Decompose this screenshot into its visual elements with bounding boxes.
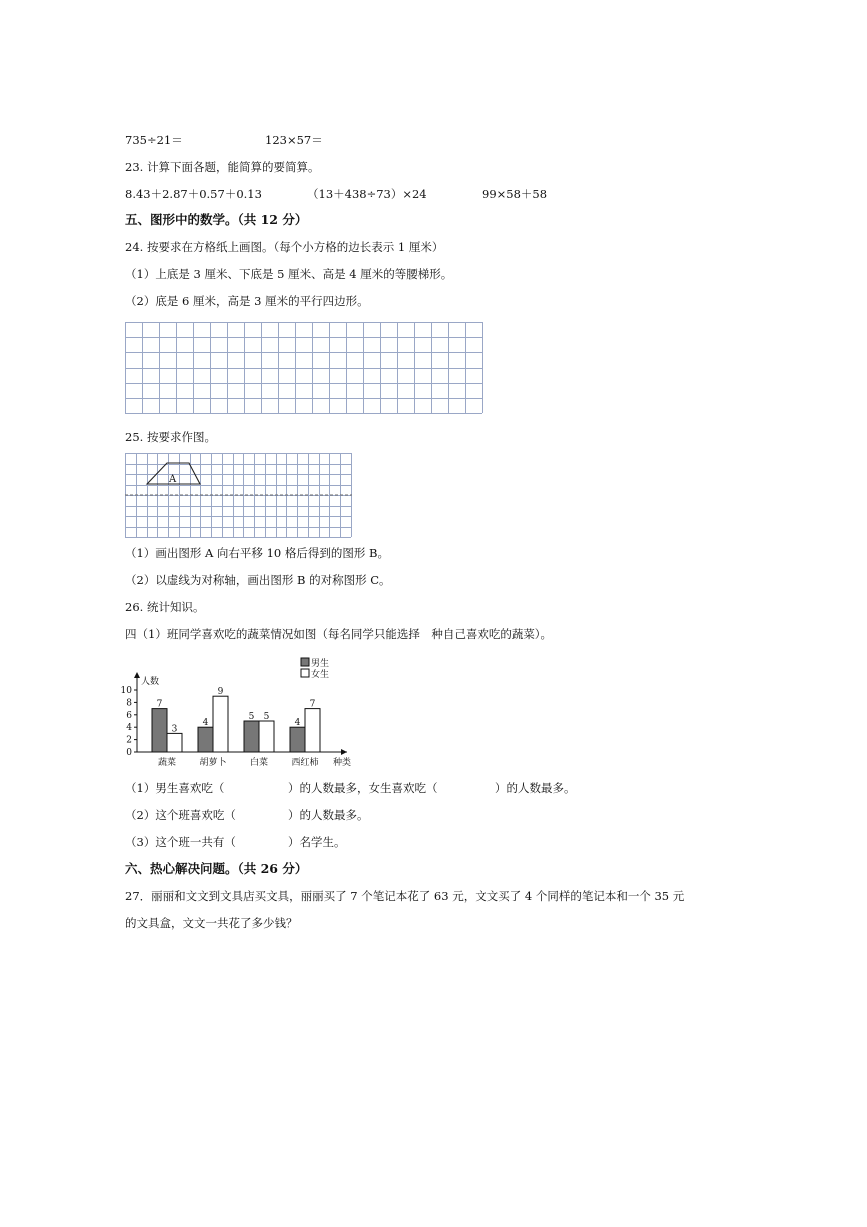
q25-grid-paper (125, 453, 352, 538)
x-axis-arrow (341, 749, 347, 755)
y-tick-label: 6 (126, 710, 132, 721)
vegetable-bar-chart (115, 652, 360, 772)
q24-part-1: （1）上底是 3 厘米、下底是 5 厘米、高是 4 厘米的等腰梯形。 (125, 267, 453, 281)
bar-girls (305, 709, 320, 752)
q23-expr-c: 99×58＋58 (482, 187, 548, 201)
y-tick-label: 2 (126, 735, 132, 746)
expr-735-div-21: 735÷21＝ (125, 133, 183, 147)
legend-label: 男生 (311, 659, 330, 669)
q23-expr-a: 8.43＋2.87＋0.57＋0.13 (125, 187, 262, 201)
bar-value-label: 7 (156, 699, 163, 710)
q24-part-2: （2）底是 6 厘米，高是 3 厘米的平行四边形。 (125, 294, 369, 308)
y-tick-label: 8 (126, 698, 132, 709)
q23-title: 23. 计算下面各题，能简算的要简算。 (125, 160, 320, 174)
q24-grid-paper (125, 322, 483, 414)
bar-girls (259, 721, 274, 752)
category-label: 白菜 (249, 758, 269, 768)
q27-line-1: 27．丽丽和文文到文具店买文具，丽丽买了 7 个笔记本花了 63 元，文文买了 4 个同样的笔记本和一个 35 元 (125, 889, 685, 903)
q26-1-text-c: ）的人数最多。 (495, 781, 576, 795)
bar-value-label: 4 (202, 718, 209, 729)
q26-3-text-a: （3）这个班一共有（ (125, 835, 236, 849)
bar-girls (167, 733, 182, 752)
q23-expr-b: （13＋438÷73）×24 (307, 187, 427, 201)
legend-swatch (301, 669, 309, 677)
legend-swatch (301, 658, 309, 666)
q25-title: 25. 按要求作图。 (125, 430, 216, 444)
bar-value-label: 9 (217, 687, 224, 698)
q26-1-text-a: （1）男生喜欢吃（ (125, 781, 225, 795)
bar-boys (244, 721, 259, 752)
q26-2-text-a: （2）这个班喜欢吃（ (125, 808, 236, 822)
y-axis-arrow (134, 672, 140, 678)
bar-boys (198, 727, 213, 752)
q25-part-1: （1）画出图形 A 向右平移 10 格后得到的图形 B。 (125, 546, 389, 560)
bar-boys (290, 727, 305, 752)
q27-line-2: 的文具盒，文文一共花了多少钱？ (125, 916, 298, 930)
q26-intro: 四（1）班同学喜欢吃的蔬菜情况如图（每名同学只能选择 种自己喜欢吃的蔬菜）。 (125, 627, 553, 641)
bar-value-label: 4 (294, 718, 301, 729)
category-label: 蔬菜 (157, 758, 177, 768)
y-tick-label: 10 (120, 686, 132, 696)
q26-title: 26. 统计知识。 (125, 600, 205, 614)
x-axis-label: 种类 (333, 758, 352, 768)
shape-a-label: A (169, 474, 177, 485)
expr-123-times-57: 123×57＝ (265, 133, 323, 147)
q26-3-text-b: ）名学生。 (288, 835, 346, 849)
q24-title: 24. 按要求在方格纸上画图。（每个小方格的边长表示 1 厘米） (125, 240, 444, 254)
legend-label: 女生 (311, 670, 330, 680)
bar-boys (152, 709, 167, 752)
q26-2-text-b: ）的人数最多。 (288, 808, 369, 822)
section-5-heading: 五、图形中的数学。（共 12 分） (125, 212, 308, 227)
y-axis-label: 人数 (141, 677, 160, 687)
category-label: 西红柿 (291, 758, 319, 768)
q26-1-text-b: ）的人数最多，女生喜欢吃（ (288, 781, 438, 795)
y-tick-label: 0 (126, 748, 132, 758)
bar-girls (213, 696, 228, 752)
bar-value-label: 5 (263, 712, 270, 722)
q25-part-2: （2）以虚线为对称轴，画出图形 B 的对称图形 C。 (125, 573, 391, 587)
bar-value-label: 7 (309, 699, 316, 710)
bar-value-label: 5 (248, 712, 255, 722)
section-6-heading: 六、热心解决问题。（共 26 分） (125, 861, 308, 876)
y-tick-label: 4 (126, 723, 132, 734)
category-label: 胡萝卜 (199, 758, 227, 768)
bar-value-label: 3 (171, 724, 178, 735)
